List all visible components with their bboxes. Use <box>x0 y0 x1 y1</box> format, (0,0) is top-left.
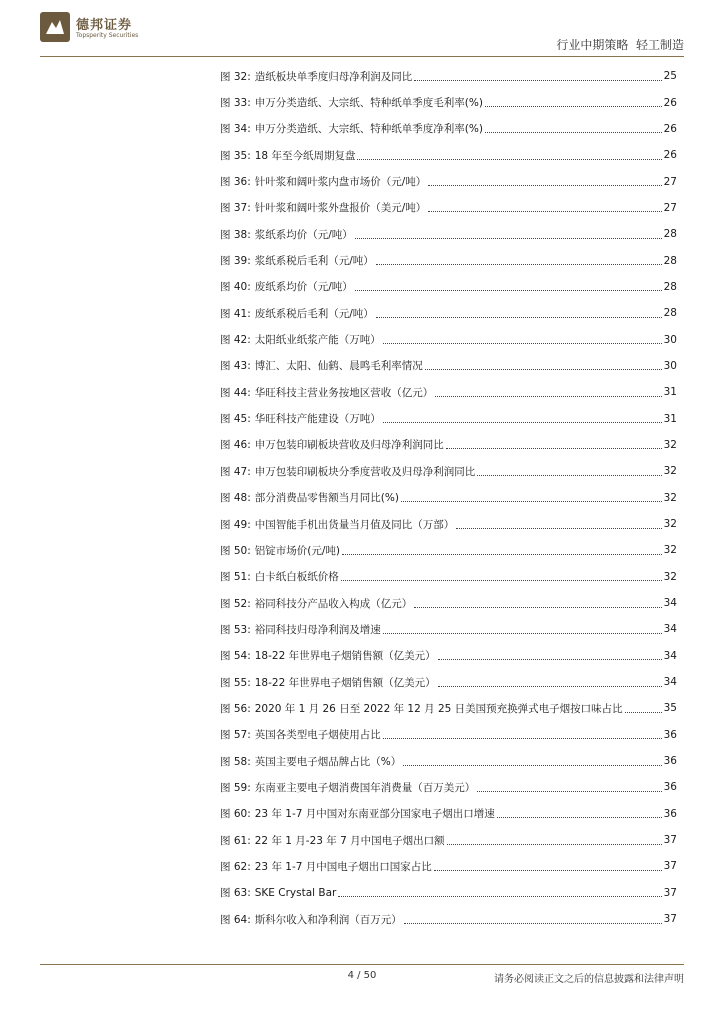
toc-entry-label: 图 42: <box>220 334 251 347</box>
toc-leader-dots <box>497 817 662 818</box>
toc-entry[interactable] <box>220 827 677 853</box>
toc-entry[interactable] <box>220 221 677 247</box>
toc-leader-dots <box>414 607 661 608</box>
toc-entry-page: 34 <box>663 623 677 636</box>
toc-entry-title: 浆纸系均价（元/吨） <box>254 228 353 241</box>
toc-leader-dots <box>341 580 662 581</box>
toc-entry[interactable] <box>220 405 677 431</box>
toc-entry[interactable] <box>220 485 677 511</box>
toc-leader-dots <box>401 501 662 502</box>
toc-entry[interactable] <box>220 142 677 168</box>
toc-entry-label: 图 46: <box>220 439 251 452</box>
toc-entry[interactable] <box>220 247 677 273</box>
toc-leader-dots <box>625 712 662 713</box>
toc-entry-label: 图 38: <box>220 228 251 241</box>
toc-leader-dots <box>383 738 662 739</box>
toc-entry-label: 图 45: <box>220 413 251 426</box>
toc-entry[interactable] <box>220 748 677 774</box>
toc-entry-title: 中国智能手机出货量当月值及同比（万部） <box>254 518 455 531</box>
toc-entry-label: 图 60: <box>220 808 251 821</box>
toc-entry-title: 22 年 1 月-23 年 7 月中国电子烟出口额 <box>254 834 445 847</box>
logo-en-text: Topsperity Securities <box>76 32 139 39</box>
toc-entry[interactable] <box>220 695 677 721</box>
toc-entry[interactable] <box>220 880 677 906</box>
toc-entry-page: 31 <box>663 412 677 425</box>
toc-entry[interactable] <box>220 801 677 827</box>
toc-entry-label: 图 50: <box>220 544 251 557</box>
toc-entry[interactable] <box>220 274 677 300</box>
toc-entry-title: 申万分类造纸、大宗纸、特种纸单季度净利率(%) <box>254 123 483 136</box>
toc-entry-label: 图 39: <box>220 255 251 268</box>
toc-entry[interactable] <box>220 168 677 194</box>
toc-entry-label: 图 43: <box>220 360 251 373</box>
toc-entry-title: 造纸板块单季度归母净利润及同比 <box>254 70 413 83</box>
toc-entry-title: 18 年至今纸周期复盘 <box>254 149 356 162</box>
toc-entry-label: 图 59: <box>220 781 251 794</box>
toc-entry-page: 28 <box>663 307 677 320</box>
toc-leader-dots <box>355 290 662 291</box>
toc-entry-title: 博汇、太阳、仙鹤、晨鸣毛利率情况 <box>254 360 423 373</box>
toc-entry-page: 34 <box>663 597 677 610</box>
toc-leader-dots <box>428 211 661 212</box>
toc-entry-label: 图 54: <box>220 650 251 663</box>
toc-entry[interactable] <box>220 326 677 352</box>
toc-entry-label: 图 58: <box>220 755 251 768</box>
page-header <box>0 0 724 60</box>
toc-leader-dots <box>485 132 662 133</box>
toc-entry-page: 32 <box>663 465 677 478</box>
logo-icon <box>40 12 70 42</box>
toc-entry-page: 27 <box>663 201 677 214</box>
toc-leader-dots <box>383 422 662 423</box>
toc-entry-title: 23 年 1-7 月中国对东南亚部分国家电子烟出口增速 <box>254 808 495 821</box>
company-logo <box>40 12 160 44</box>
toc-entry-label: 图 64: <box>220 913 251 926</box>
toc-entry-page: 26 <box>663 122 677 135</box>
toc-entry[interactable] <box>220 89 677 115</box>
toc-entry-title: 太阳纸业纸浆产能（万吨） <box>254 334 381 347</box>
toc-entry-page: 32 <box>663 518 677 531</box>
toc-leader-dots <box>435 396 661 397</box>
toc-entry-title: 浆纸系税后毛利（元/吨） <box>254 255 374 268</box>
toc-entry-title: 华旺科技主营业务按地区营收（亿元） <box>254 386 434 399</box>
toc-entry-title: 18-22 年世界电子烟销售额（亿美元） <box>254 650 436 663</box>
toc-entry-title: 铝锭市场价(元/吨) <box>254 544 340 557</box>
report-type: 行业中期策略 轻工制造 <box>556 38 684 52</box>
toc-entry-label: 图 33: <box>220 97 251 110</box>
toc-entry[interactable] <box>220 300 677 326</box>
toc-leader-dots <box>438 659 662 660</box>
toc-leader-dots <box>383 343 662 344</box>
toc-entry-page: 28 <box>663 228 677 241</box>
toc-entry-label: 图 35: <box>220 149 251 162</box>
toc-entry[interactable] <box>220 774 677 800</box>
toc-entry-label: 图 57: <box>220 729 251 742</box>
toc-entry-page: 37 <box>663 834 677 847</box>
toc-entry-title: 申万分类造纸、大宗纸、特种纸单季度毛利率(%) <box>254 97 483 110</box>
toc-leader-dots <box>438 686 662 687</box>
toc-entry[interactable] <box>220 353 677 379</box>
toc-entry[interactable] <box>220 669 677 695</box>
toc-entry-label: 图 51: <box>220 571 251 584</box>
toc-leader-dots <box>403 765 661 766</box>
toc-entry-title: 废纸系均价（元/吨） <box>254 281 353 294</box>
toc-leader-dots <box>376 317 662 318</box>
toc-entry-page: 31 <box>663 386 677 399</box>
toc-entry-title: 23 年 1-7 月中国电子烟出口国家占比 <box>254 860 432 873</box>
toc-leader-dots <box>477 475 661 476</box>
toc-entry[interactable] <box>220 195 677 221</box>
toc-entry-title: 18-22 年世界电子烟销售额（亿美元） <box>254 676 436 689</box>
toc-entry[interactable] <box>220 590 677 616</box>
toc-leader-dots <box>342 554 662 555</box>
toc-entry-title: 针叶浆和阔叶浆外盘报价（美元/吨） <box>254 202 427 215</box>
toc-entry[interactable] <box>220 722 677 748</box>
logo-cn-text: 德邦证券 <box>76 18 133 33</box>
toc-entry-page: 26 <box>663 149 677 162</box>
toc-leader-dots <box>446 448 662 449</box>
toc-entry-title: 2020 年 1 月 26 日至 2022 年 12 月 25 日美国预充换弹式电子烟按口味占比 <box>254 702 623 715</box>
toc-entry-label: 图 41: <box>220 307 251 320</box>
toc-entry-page: 25 <box>663 70 677 83</box>
toc-entry-label: 图 56: <box>220 702 251 715</box>
toc-entry[interactable] <box>220 432 677 458</box>
toc-entry-label: 图 53: <box>220 623 251 636</box>
toc-entry[interactable] <box>220 63 677 89</box>
disclaimer-text: 请务必阅读正文之后的信息披露和法律声明 <box>494 974 684 985</box>
toc-entry-page: 26 <box>663 96 677 109</box>
toc-leader-dots <box>456 528 661 529</box>
toc-entry-title: 斯科尔收入和净利润（百万元） <box>254 913 402 926</box>
toc-leader-dots <box>477 791 661 792</box>
toc-entry[interactable] <box>220 458 677 484</box>
toc-entry-page: 37 <box>663 913 677 926</box>
toc-entry-page: 35 <box>663 702 677 715</box>
toc-entry-page: 37 <box>663 860 677 873</box>
toc-entry[interactable] <box>220 616 677 642</box>
toc-entry-title: 白卡纸白板纸价格 <box>254 571 339 584</box>
toc-entry-title: 部分消费品零售额当月同比(%) <box>254 492 399 505</box>
header-divider <box>40 56 684 57</box>
toc-entry-label: 图 52: <box>220 597 251 610</box>
toc-entry-title: 申万包装印刷板块分季度营收及归母净利润同比 <box>254 465 476 478</box>
figure-list <box>220 63 677 932</box>
toc-entry[interactable] <box>220 906 677 932</box>
toc-leader-dots <box>383 633 662 634</box>
toc-entry-label: 图 37: <box>220 202 251 215</box>
toc-entry-page: 32 <box>663 544 677 557</box>
toc-entry[interactable] <box>220 537 677 563</box>
toc-entry[interactable] <box>220 564 677 590</box>
toc-leader-dots <box>447 844 662 845</box>
toc-leader-dots <box>355 238 662 239</box>
toc-entry-label: 图 47: <box>220 465 251 478</box>
toc-entry-page: 32 <box>663 570 677 583</box>
toc-entry[interactable] <box>220 853 677 879</box>
toc-entry-label: 图 36: <box>220 176 251 189</box>
toc-entry-page: 36 <box>663 781 677 794</box>
toc-entry-page: 36 <box>663 755 677 768</box>
toc-entry-label: 图 44: <box>220 386 251 399</box>
toc-leader-dots <box>428 185 661 186</box>
toc-entry-page: 32 <box>663 438 677 451</box>
toc-entry-label: 图 49: <box>220 518 251 531</box>
footer-divider <box>40 964 684 965</box>
toc-leader-dots <box>357 159 661 160</box>
toc-leader-dots <box>425 369 662 370</box>
toc-leader-dots <box>376 264 662 265</box>
toc-entry[interactable] <box>220 643 677 669</box>
toc-entry-title: 申万包装印刷板块营收及归母净利润同比 <box>254 439 444 452</box>
toc-entry-title: 裕同科技分产品收入构成（亿元） <box>254 597 413 610</box>
toc-entry-label: 图 34: <box>220 123 251 136</box>
toc-entry-title: 东南亚主要电子烟消费国年消费量（百万美元） <box>254 781 476 794</box>
toc-entry-page: 27 <box>663 175 677 188</box>
toc-entry-label: 图 62: <box>220 860 251 873</box>
toc-entry-label: 图 55: <box>220 676 251 689</box>
toc-leader-dots <box>414 80 661 81</box>
toc-entry[interactable] <box>220 116 677 142</box>
toc-leader-dots <box>404 923 662 924</box>
toc-entry-page: 32 <box>663 491 677 504</box>
toc-entry-title: 英国各类型电子烟使用占比 <box>254 729 381 742</box>
toc-entry-title: 针叶浆和阔叶浆内盘市场价（元/吨） <box>254 176 427 189</box>
toc-entry-label: 图 48: <box>220 492 251 505</box>
toc-entry-page: 37 <box>663 886 677 899</box>
toc-entry-page: 28 <box>663 254 677 267</box>
toc-entry-page: 28 <box>663 280 677 293</box>
toc-leader-dots <box>485 106 662 107</box>
toc-entry-page: 36 <box>663 807 677 820</box>
page-number: 4 / 50 <box>347 970 377 981</box>
toc-entry-title: SKE Crystal Bar <box>254 886 337 899</box>
toc-entry-page: 30 <box>663 333 677 346</box>
toc-entry-title: 华旺科技产能建设（万吨） <box>254 413 381 426</box>
toc-entry-title: 废纸系税后毛利（元/吨） <box>254 307 374 320</box>
toc-entry-label: 图 40: <box>220 281 251 294</box>
toc-entry-label: 图 32: <box>220 70 251 83</box>
toc-entry-page: 30 <box>663 359 677 372</box>
toc-entry-label: 图 61: <box>220 834 251 847</box>
toc-leader-dots <box>338 896 661 897</box>
toc-entry-title: 英国主要电子烟品牌占比（%） <box>254 755 402 768</box>
toc-entry-title: 裕同科技归母净利润及增速 <box>254 623 381 636</box>
toc-entry-page: 36 <box>663 728 677 741</box>
toc-entry-page: 34 <box>663 676 677 689</box>
toc-entry[interactable] <box>220 511 677 537</box>
toc-entry-label: 图 63: <box>220 887 251 900</box>
toc-leader-dots <box>434 870 662 871</box>
toc-entry-page: 34 <box>663 649 677 662</box>
toc-entry[interactable] <box>220 379 677 405</box>
